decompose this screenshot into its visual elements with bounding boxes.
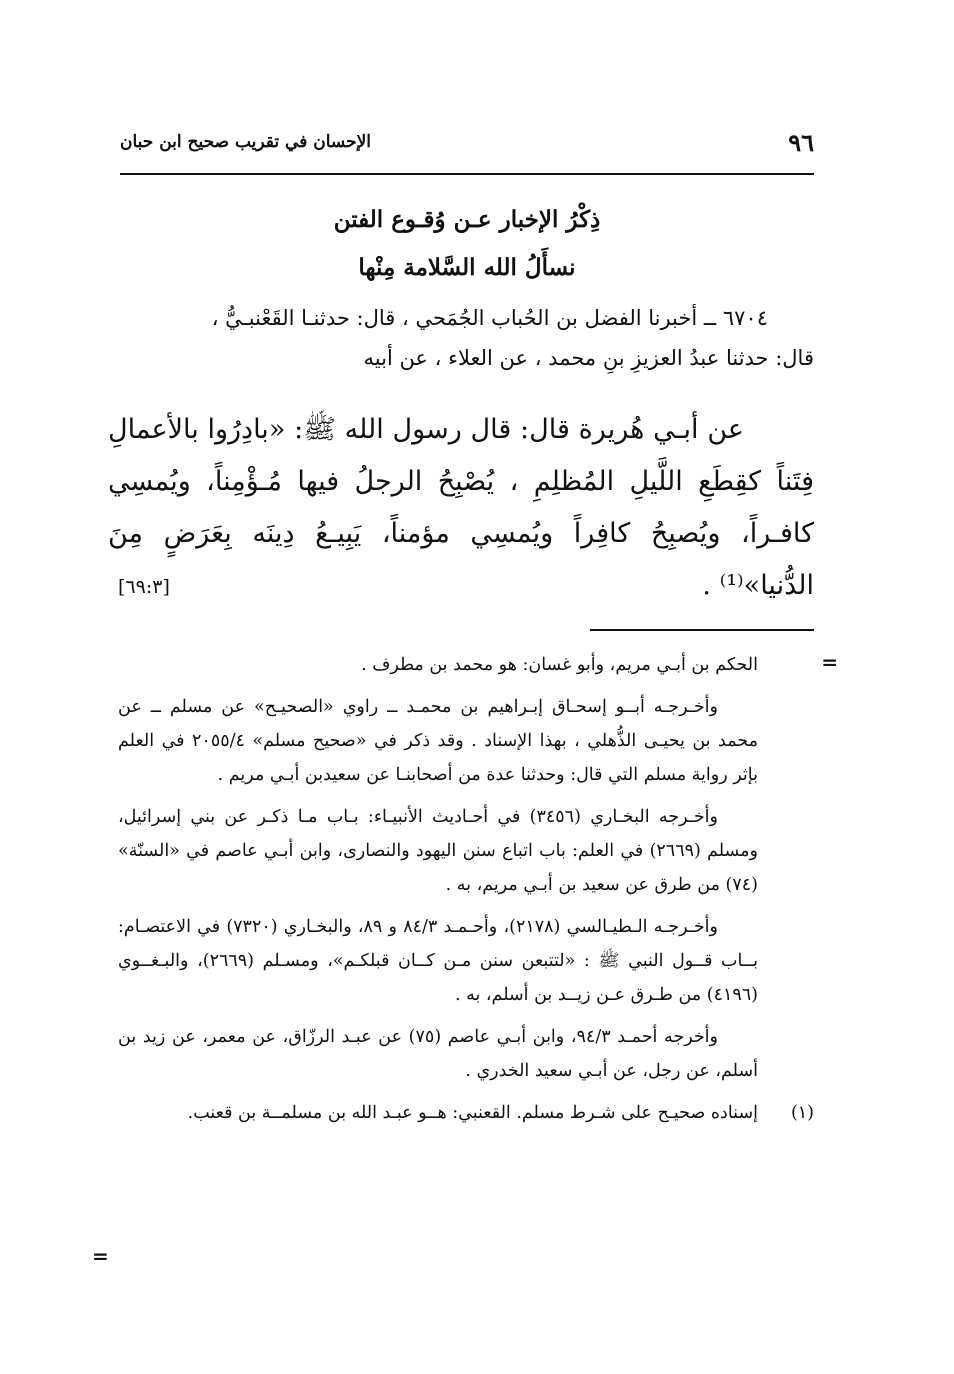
footnote-number: (١): [790, 1103, 814, 1123]
isnad-line-1: ٦٧٠٤ ــ أخبرنا الفضل بن الحُباب الجُمَحي ، قال: حدثنـا القَعْنبـيُّ ،: [211, 306, 768, 330]
running-title: الإحسان في تقريب صحيح ابن حبان: [120, 132, 371, 152]
end-continuation-mark: =: [92, 1244, 109, 1268]
footnote-paragraph: الحكم بن أبـي مريم، وأبو غسان: هو محمد بن مطرف .: [361, 655, 758, 675]
heading-line-1: ذِكْرُ الإخبار عـن وُقـوع الفتن: [333, 206, 601, 233]
hadith-matn: عن أبـي هُريرة قال: قال رسول الله ﷺ: «بادِرُوا بالأعمالِ فِتَناً كقِطَعِ اللَّيلِ المُظلِمِ ، يُصْبِحُ الرجلُ فيها مُـؤْمِناً، ويُمسِي كافـراً، ويُصبِحُ كافِراً ويُمسِي مؤمناً، يَبِيـعُ دِينَه بِعَرَضٍ مِنَ الدُّنيا»⁽¹⁾ .: [108, 414, 814, 601]
page-number: ٩٦: [788, 128, 814, 157]
header-divider: [120, 173, 814, 175]
footnote-paragraph: وأخـرجـه أبــو إسحـاق إبـراهيم بن محمـد ــ راوي «الصحيـح» عن مسلم ــ عن محمد بن يحيـى الذُّهلي ، بهذا الإسناد . وقد ذكر في «صحيح مسلم» ٢٠٥٥/٤ في العلم بإثر رواية مسلم التي قال: وحدثنا عدة من أصحابنـا عن سعيدبن أبـي مريم .: [118, 697, 759, 785]
footnote-paragraph: وأخـرجـه الـطيـالسي (٢١٧٨)، وأحـمـد ٨٤/٣ و ٨٩، والبخـاري (٧٣٢٠) في الاعتصـام: بــاب قــول النبي ﷺ : «لتتبعن سنن مـن كــان قبلكـم»، ومسـلم (٢٦٦٩)، والبـغــوي (٤١٩٦) من طـرق عـن زيــد بن أسلم، به .: [118, 917, 758, 1005]
page-header: [120, 128, 814, 168]
isnad-line-2: قال: حدثنا عبدُ العزيزِ بنِ محمد ، عن العلاء ، عن أبيه: [363, 346, 814, 370]
footnote-paragraph: وأخـرجه البخـاري (٣٤٥٦) في أحـاديث الأنبيـاء: بـاب مـا ذكـر عن بني إسرائيل، ومسلم (٢٦٦٩) في العلم: باب اتباع سنن اليهود والنصارى، وابن أبـي عاصم في «السنّة» (٧٤) من طرق عن سعيد بن أبـي مريم، به .: [118, 807, 758, 895]
continuation-mark: =: [821, 650, 838, 674]
footnotes-section: [118, 648, 814, 1130]
footnote-divider: [590, 629, 814, 631]
chapter-heading: [120, 196, 814, 292]
hadith-isnad: [120, 298, 814, 378]
hadith-reference: [٦٩:٣]: [118, 576, 170, 598]
footnote-1: [118, 1096, 814, 1130]
footnote-text: إسناده صحيـح على شـرط مسلم. القعنبي: هــو عبـد الله بن مسلمــة بن قعنب.: [187, 1103, 758, 1123]
heading-line-2: نسأَلُ الله السَّلامة مِنْها: [358, 254, 576, 281]
footnote-paragraph: وأخرجه أحمـد ٩٤/٣، وابن أبـي عاصم (٧٥) عن عبـد الرزّاق، عن معمر، عن زيد بن أسلم، عن رجل، عن أبـي سعيد الخدري .: [118, 1027, 758, 1081]
